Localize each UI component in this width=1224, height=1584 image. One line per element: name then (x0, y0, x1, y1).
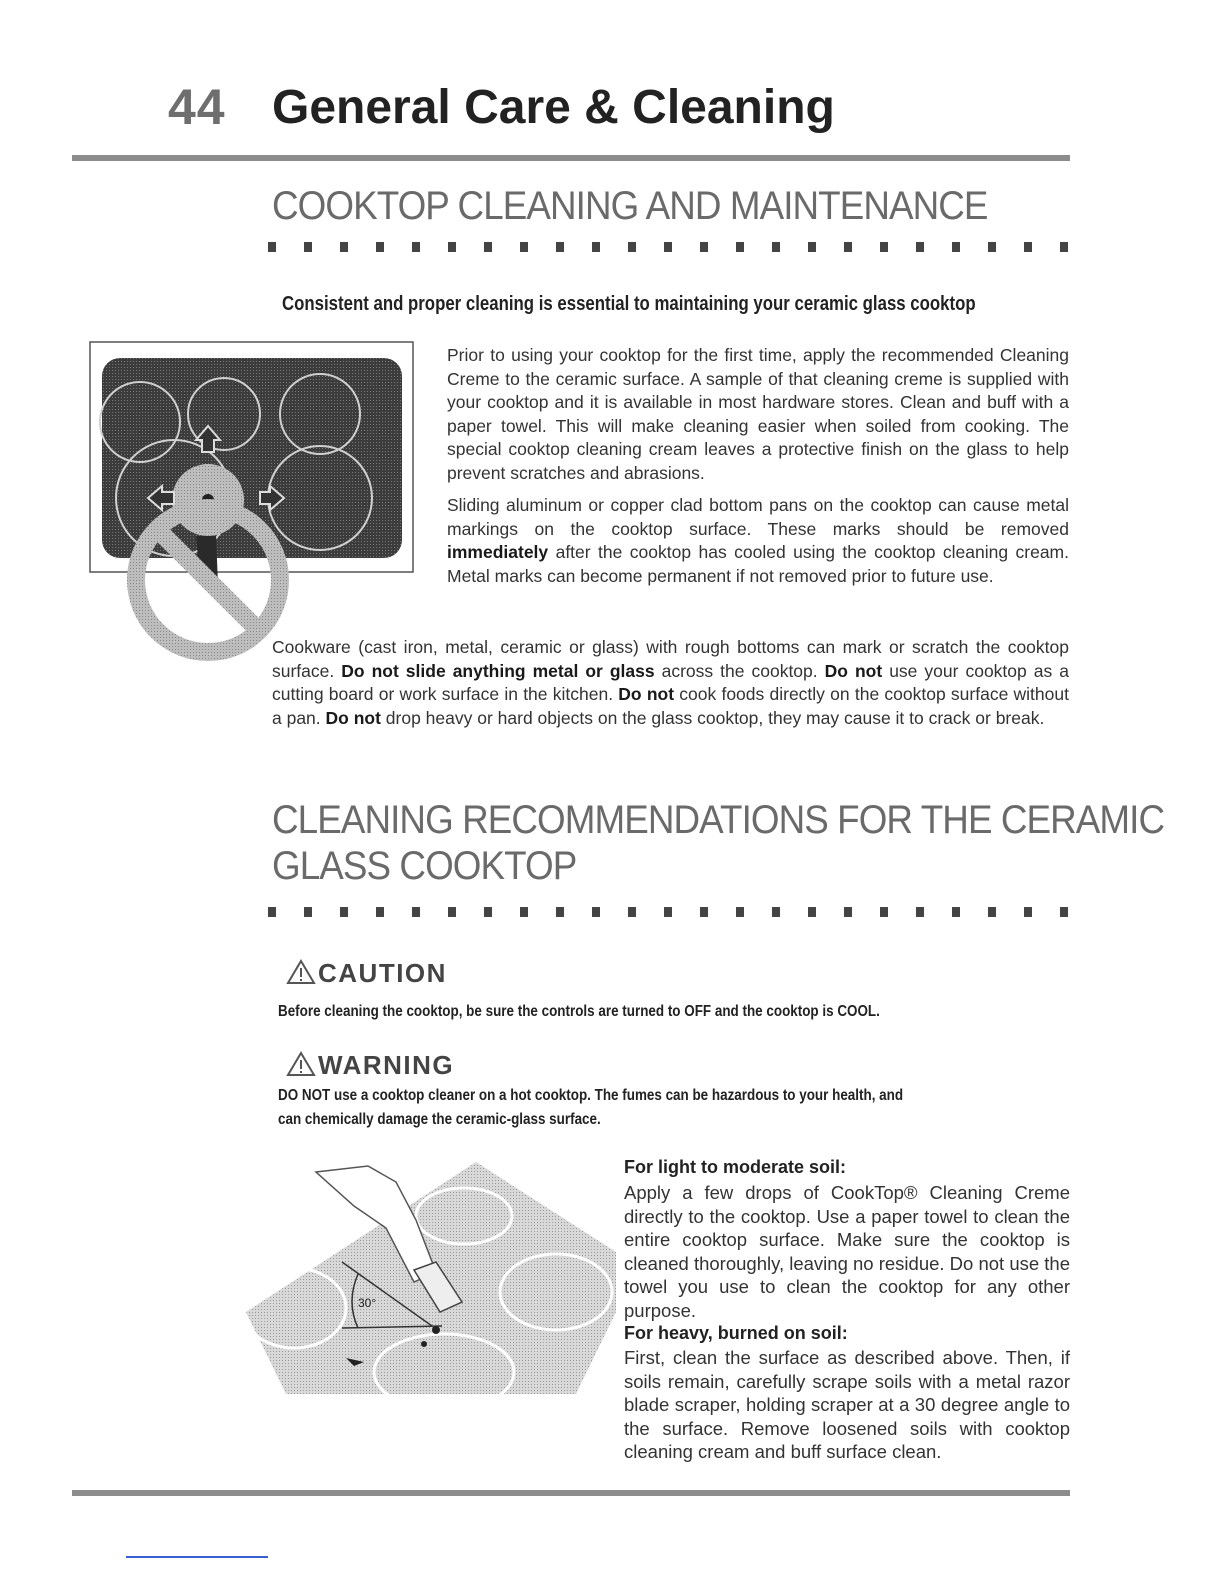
cookware-text-e: cook foods directly on the cooktop surface without a pan. (272, 684, 1069, 728)
cookware-text-a: Cookware (cast iron, metal, ceramic or glass) with rough bottoms can mark or scratch the cooktop surface. (272, 637, 1069, 681)
chapter-title: General Care & Cleaning (272, 81, 835, 134)
header-divider (72, 155, 1070, 161)
caution-text: Before cleaning the cooktop, be sure the controls are turned to OFF and the cooktop is COOL. (278, 1003, 880, 1020)
cookware-bold-2: Do not (824, 660, 883, 681)
paragraph-metal-marks (447, 494, 1069, 588)
cooktop-sliding-prohibited-illustration (88, 340, 428, 670)
section-heading-recommendations-line2: GLASS COOKTOP (272, 844, 577, 888)
cookware-bold-1: Do not slide anything metal or glass (341, 660, 655, 681)
warning-triangle-icon (286, 959, 316, 985)
paragraph-first-use: Prior to using your cooktop for the first time, apply the recommended Cleaning Creme to the ceramic surface. A sample of that cleaning creme is supplied with your cooktop and it is available in most hardware stores. Clean and buff with a paper towel. This will make cleaning easier when soiled from cooking. The special cooktop cleaning cream leaves a protective finish on the glass to help prevent scratches and abrasions. (447, 345, 1069, 483)
cookware-bold-4: Do not (325, 707, 381, 728)
cookware-text-f: drop heavy or hard objects on the glass cooktop, they may cause it to crack or break. (380, 707, 1045, 728)
emphasis-immediately: immediately (447, 542, 549, 562)
heavy-soil-text: First, clean the surface as described above. Then, if soils remain, carefully scrape soils with a metal razor blade scraper, holding scraper at a 30 degree angle to the surface. Remove loosened soils with cooktop cleaning cream and buff surface clean. (624, 1347, 1070, 1462)
dotted-divider (268, 907, 1068, 917)
footer-divider (72, 1490, 1070, 1496)
section-heading-maintenance: COOKTOP CLEANING AND MAINTENANCE (272, 184, 988, 228)
warning-heading (286, 1050, 454, 1081)
paragraph-cookware-warning (272, 636, 1069, 730)
section-heading-recommendations-line1: CLEANING RECOMMENDATIONS FOR THE CERAMIC (272, 798, 1165, 842)
dotted-divider (268, 242, 1068, 252)
page-number: 44 (168, 79, 226, 135)
paragraph-metal-marks-b: after the cooktop has cooled using the cooktop cleaning cream. Metal marks can become permanent if not removed prior to future use. (447, 542, 1069, 586)
warning-triangle-icon (286, 1051, 316, 1077)
warning-label: WARNING (318, 1050, 455, 1080)
section-subheading: Consistent and proper cleaning is essential to maintaining your ceramic glass cooktop (282, 293, 976, 315)
warning-text-line1: DO NOT use a cooktop cleaner on a hot cooktop. The fumes can be hazardous to your health, and (278, 1087, 904, 1104)
light-soil-heading: For light to moderate soil: (624, 1157, 847, 1177)
caution-heading (286, 958, 447, 989)
heavy-soil-heading: For heavy, burned on soil: (624, 1323, 848, 1343)
angle-label: 30° (358, 1296, 377, 1310)
caution-label: CAUTION (318, 958, 447, 988)
cookware-bold-3: Do not (618, 684, 675, 704)
footer-underline (126, 1556, 268, 1558)
light-soil-text: Apply a few drops of CookTop® Cleaning Creme directly to the cooktop. Use a paper towel to clean the entire cooktop surface. Make sure the cooktop is cleaned thoroughly, leaving no residue. Do not use the towel you use to clean the cooktop for any other purpose. (624, 1182, 1071, 1321)
cookware-text-d: use your cooktop as a cutting board or work surface in the kitchen. (272, 660, 1069, 704)
cookware-text-c: across the cooktop. (654, 660, 825, 681)
paragraph-metal-marks-a: Sliding aluminum or copper clad bottom pans on the cooktop can cause metal markings on the cooktop surface. These marks should be removed (447, 495, 1069, 539)
cooktop-scraper-illustration (246, 1162, 616, 1394)
warning-text-line2: can chemically damage the ceramic-glass surface. (278, 1111, 601, 1128)
